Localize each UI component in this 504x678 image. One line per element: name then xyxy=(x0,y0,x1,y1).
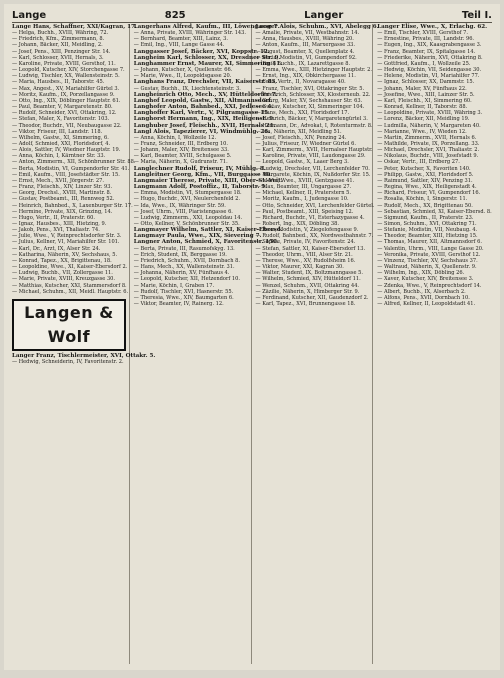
directory-entry: — Hans, Mech., XXI, Floridsdorf 17. xyxy=(255,110,350,117)
directory-entry: — Hedwig, Schneiderin, IV, Favoritenstr. 2. xyxy=(12,359,124,366)
directory-entry: Langhof Leopold, Gastw., XII, Altmannsdorf. xyxy=(133,97,273,104)
directory-page xyxy=(4,4,500,670)
directory-entry: — Michael, Schuhm., XII, Meidl. Hauptstr. 6. xyxy=(12,288,129,295)
directory-entry: — Stefan, Maler, X, Favoritenstr. 103. xyxy=(12,116,110,123)
directory-entry: — Marie, Private, XVIII, Kreuzgasse 30. xyxy=(12,276,116,283)
directory-entry: — Karl, Dr., Arzt, IX, Alser Str. 24. xyxy=(12,245,101,252)
directory-entry: — Karl, Tapez., XVI, Brunnengasse 18. xyxy=(255,301,356,308)
directory-entry: — Michael, Kellner, II, Praterstern 5. xyxy=(255,190,351,197)
directory-entry: — Karoline, Private, XVIII, Gersthof, 11. xyxy=(12,60,116,67)
directory-entry: — Johanna, Näherin, XV, Fünfhaus 4. xyxy=(133,270,230,277)
directory-entry: — Maria, Wwe., XVIII, Gentzgasse 41. xyxy=(255,177,355,184)
directory-entry: — Anna, Hausbes., XVIII, Währing 20. xyxy=(255,36,354,43)
directory-entry: Langmann Adolf, Postoffiz., II, Taborstr. 9. xyxy=(133,184,268,191)
directory-entry: — Theresia, Wwe., XIV, Baumgarten 6. xyxy=(133,294,234,301)
directory-entry: Langheinrich Otto, Mech., XV, Hütteldorfer 7. xyxy=(133,91,278,98)
directory-entry: — Josef, Pens., XIII, Penzinger Str. 14. xyxy=(12,48,111,55)
directory-entry: — Felix, Vertr., II, Novaragasse 40. xyxy=(255,79,346,86)
directory-entry: — Erich, Student, IX, Berggasse 19. xyxy=(133,251,227,258)
directory-entry: — Leopold, Kutscher, XII, Hetzendorf 10. xyxy=(133,276,241,283)
directory-entry: — Johann, Kutscher, X, Quellenstr. 66. xyxy=(133,67,233,74)
directory-entry: — Karoline, Private, VIII, Laudongasse 29. xyxy=(255,153,366,160)
directory-entry: Langner Anton, Schmied, X, Favoritenstr. 150. xyxy=(133,239,279,246)
directory-entry: — Sigmund, Kaufm., II, Praterstr. 23. xyxy=(377,214,474,221)
directory-entry: — Walter, Student, IX, Boltzmanngasse 5. xyxy=(255,270,363,277)
directory-entry: — Wenzel, Schuhm., XVII, Ottakring 44. xyxy=(255,282,360,289)
directory-entry: — Ernestine, Private, III, Landstr. 96. xyxy=(377,36,475,43)
directory-entry: — Leopoldine, Wwe., XI, Kaiser-Ebersdorf 2. xyxy=(12,264,128,271)
directory-entry: Langerhans Alfred, Kaufm., III, Löwengasse 7. xyxy=(133,24,280,30)
directory-entry: — Emil, Kaufm., VIII, Josefstädter Str. 15. xyxy=(12,171,120,178)
directory-entry: — Josefine, Wwe., XIII, Lainzer Str. 5. xyxy=(377,91,475,98)
directory-entry: — Gustav, Postbeamt., III, Rennweg 52. xyxy=(12,196,115,203)
header-right-name: Langer xyxy=(304,9,344,21)
directory-entry: — Berta, Private, III, Rasumofskyg. 13. xyxy=(133,245,235,252)
page-number: 825 xyxy=(164,9,186,21)
directory-entry: — Waltraud, Näherin, X, Quellenstr. 9. xyxy=(377,264,477,271)
header-left-name: Lange xyxy=(12,9,47,21)
columns xyxy=(12,24,494,664)
directory-entry: — Martin, Zimmerm., XVII, Hernals 6. xyxy=(377,134,477,141)
directory-entry: — Rudolf, Mech., XX, Brigittenau 50. xyxy=(377,202,473,209)
directory-entry: — Berta, Modistin, VI, Gumpendorfer Str. 41. xyxy=(12,165,130,172)
directory-entry: — Moritz, Kaufm., I, Judengasse 10. xyxy=(255,196,349,203)
directory-entry: Langl Alois, Tapezierer, VI, Windmühlg. 26. xyxy=(133,128,271,135)
directory-entry: — Theodor, Uhrm., VIII, Alser Str. 21. xyxy=(255,251,353,258)
directory-entry: — Ludmilla, Näherin, V, Margareten 40. xyxy=(377,122,481,129)
directory-entry: — Eugen, Ing., XIX, Kaasgrabengasse 3. xyxy=(377,42,482,49)
directory-entry: — Moritz, Kaufm., IX, Porzellangasse 9. xyxy=(12,91,115,98)
directory-entry: — Thomas, Maurer, XII, Altmannsdorf 6. xyxy=(377,239,482,246)
directory-entry: Lange Hans, Schaffner, XXI/Kagran, 17. xyxy=(12,24,137,30)
directory-entry: — Robert, Ing., XIX, Döbling 38. xyxy=(255,221,339,227)
directory-entry: — Georg, Maler, XV, Sechshauser Str. 63. xyxy=(255,97,363,104)
directory-entry: — Gottfried, Kaufm., I, Wollzeile 25. xyxy=(377,60,471,67)
directory-entry: — Emma, Modistin, VI, Stumpergasse 18. xyxy=(133,190,242,197)
directory-entry: — Leopold, Gastw., X, Laaer Berg 3. xyxy=(255,159,349,166)
directory-entry: — Friedrich, Kfm., Zimmermann, 8. xyxy=(12,36,105,43)
directory-entry: — Hans, Mech., XX, Wallensteinstr. 31. xyxy=(133,264,235,271)
directory-entry: — Leopold, Kutscher, XIV, Storchengasse 7. xyxy=(12,67,125,74)
directory-entry: Langlechner Rudolf, Friseur, IV, Mühlg. 8. xyxy=(133,165,266,172)
directory-entry: — Wilhelm, Gastw., XI, Simmering, 6. xyxy=(12,134,109,141)
directory-entry: — Hedwig, Köchin, VII, Seidengasse 30. xyxy=(377,67,482,74)
directory-entry: — Friedrich, Schlosser, XX, Klosterneub. 22. xyxy=(255,91,371,98)
directory-entry: — Sophie, Private, IV, Favoritenstr. 24. xyxy=(255,239,356,246)
directory-entry: — Rosalia, Köchin, I, Singerstr. 11. xyxy=(377,196,468,203)
directory-entry: — Amalie, Private, VII, Westbahnstr. 14. xyxy=(255,30,360,37)
directory-entry: — Theodor, Beamter, XIII, Hietzing 15. xyxy=(377,233,478,240)
directory-entry: — Margarete, Köchin, IX, Nußdorfer Str. 15. xyxy=(255,171,371,178)
column-3 xyxy=(255,24,379,664)
directory-entry: — Karl, Fleischh., XI, Simmering 60. xyxy=(377,97,472,104)
directory-entry: — Franz, Tischler, XVI, Ottakringer Str. 5. xyxy=(255,85,365,92)
directory-entry: — Marianne, Wwe., IV, Wieden 12. xyxy=(377,128,467,135)
directory-entry: — Anna, Köchin, I, Kärntner Str. 33. xyxy=(12,153,106,160)
directory-entry: — Karl, Beamter, XVIII, Schulgasse 5. xyxy=(133,153,232,160)
directory-entry: — Otto, Kellner, V, Schönbrunner Str. 35. xyxy=(133,221,240,227)
directory-entry: — Gustav, Kutscher, XI, Simmeringer 104. xyxy=(255,104,365,111)
directory-entry: — Alois, Sattler, IV, Wiedner Hauptstr. 19. xyxy=(12,147,121,154)
directory-entry: — Bernhard, Beamter, XIII, Lainz, 3. xyxy=(133,36,228,43)
directory-entry: — Konrad, Tapez., XX, Brigittenau, 18. xyxy=(12,257,112,264)
directory-entry: Langmayr Paula, Wwe., XIX, Sievering 7. xyxy=(133,233,262,240)
directory-entry: Langmayer Wilhelm, Sattler, XI, Kaiser-Ebersd. xyxy=(133,227,283,234)
directory-entry: — Ida, Wwe., IX, Währinger Str. 59. xyxy=(133,202,226,209)
directory-entry: — Alfred, Kellner, II, Leopoldstadt 41. xyxy=(377,301,476,308)
directory-entry: — Zäzilie, Näherin, X, Himberger Str. 9. xyxy=(255,288,360,295)
directory-entry: — Emil, Tischler, XVIII, Gersthof 7. xyxy=(377,30,469,37)
directory-entry: — Anton, Zimmerm., XII, Schönbrunner Str. 88. xyxy=(12,159,136,166)
directory-entry: — Berta, Modistin, VI, Gumpendorf 92. xyxy=(255,54,357,61)
directory-entry: — August, Beamter, X, Quellenplatz 4. xyxy=(255,48,355,55)
directory-entry: — Heinrich, Bahnbed., X, Laxenburger Str. 17. xyxy=(12,202,133,209)
directory-entry: — Nikolaus, Buchdr., VIII, Josefstadt 9. xyxy=(377,153,479,160)
directory-entry: — Hugo, Buchdr., XVI, Neulerchenfeld 2. xyxy=(133,196,240,203)
directory-entry: — Katharina, Näherin, XV, Sechshaus, 5. xyxy=(12,251,118,258)
directory-entry: — Veronika, Private, XVIII, Gersthof 12. xyxy=(377,251,481,258)
directory-entry: — Otto, Schneider, XVI, Lerchenfelder Gürtel. xyxy=(255,202,375,209)
directory-entry: — Simon, Schuhm., XVI, Ottakring 71. xyxy=(377,221,477,227)
directory-entry: — Julius, Kellner, VI, Mariahilfer Str. 101. xyxy=(12,239,120,246)
directory-entry: — Gustav, Buchh., IX, Liechtensteinstr. 3. xyxy=(133,85,241,92)
directory-entry: — Franz, Beamter, IX, Spitalgasse 14. xyxy=(377,48,476,55)
directory-entry: Langhorst Hermann, Ing., XIX, Heiligenst. 9. xyxy=(133,116,275,123)
directory-entry: — Paul, Postbeamt., XIII, Speising 12. xyxy=(255,208,354,215)
directory-entry: — Helene, Modistin, VI, Mariahilfer 77. xyxy=(377,73,480,80)
directory-entry: — Georg, Drechsl., XVIII, Martinstr. 8. xyxy=(12,190,112,197)
directory-entry: — Valentin, Uhrm., VIII, Lange Gasse 20. xyxy=(377,245,484,252)
directory-entry: Langer Franz, Tischlermeister, XVI, Ottakr. 5. xyxy=(12,352,156,359)
directory-entry: — Zdenka, Wwe., V, Reinprechtsdorf 14. xyxy=(377,282,482,289)
directory-entry: — Maria, Hausbes., II, Taborstr. 45. xyxy=(12,79,105,86)
directory-entry: — Regina, Wwe., XIX, Heiligenstadt 4. xyxy=(377,184,477,191)
directory-entry: — Ferdinand, Kutscher, XII, Gaudenzdorf 2. xyxy=(255,294,369,301)
directory-entry: Langgasser Josef, Bäcker, XVI, Koppstr. 12. xyxy=(133,48,270,55)
directory-entry: — Rudolf, Bahnbed., XX, Nordwestbahnstr. 7. xyxy=(255,233,374,240)
directory-entry: — Marie, Wwe., II, Leopoldsgasse 20. xyxy=(133,73,232,80)
directory-entry: — Otto, Ing., XIX, Döblinger Hauptstr. 61. xyxy=(12,97,121,104)
directory-entry: Langhoffer Karl, Vertr., V, Pilgramgasse 15. xyxy=(133,110,270,117)
column-2 xyxy=(133,24,283,664)
directory-entry: — Alfons, Pens., XVII, Dornbach 10. xyxy=(377,294,470,301)
directory-entry: — Stefan, Sattler, XI, Kaiser-Ebersdorf 13. xyxy=(255,245,366,252)
directory-entry: — Therese, Wwe., XV, Rudolfsheim 16. xyxy=(255,257,356,264)
directory-entry: — Michael, Drechsler, XVI, Thaliastr. 2. xyxy=(377,147,480,154)
directory-entry: — Ida, Näherin, XII, Meidling 51. xyxy=(255,128,342,135)
directory-entry: — Ludwig, Tischler, XX, Wallensteinstr. 5. xyxy=(12,73,120,80)
directory-entry: — Julie, Wwe., V, Reinprechtsdorfer Str. 3. xyxy=(12,233,122,240)
directory-entry: — Ernst, Mech., XVII, Jörgerstr. 27. xyxy=(12,177,104,184)
directory-entry: — Franz, Schneider, III, Erdberg 10. xyxy=(133,140,228,147)
directory-entry: — Sebastian, Schmied, XI, Kaiser-Ebersd. 8. xyxy=(377,208,492,215)
directory-entry: — Josef, Fleischh., XIV, Penzing 24. xyxy=(255,134,347,141)
directory-entry: — Konrad, Kellner, II, Taborstr. 88. xyxy=(377,104,468,111)
directory-entry: — Max, Angest., XV, Mariahilfer Gürtel 3. xyxy=(12,85,120,92)
advertisement-box: Langen & Wolf xyxy=(12,299,126,351)
directory-entry: — Stefanie, Modistin, VII, Neubaug. 4. xyxy=(377,227,478,234)
directory-entry: — Ludwig, Zimmerm., XXI, Leopoldau 14. xyxy=(133,214,243,221)
directory-entry: — Anna, Köchin, I, Wollzeile 12. xyxy=(133,134,217,141)
directory-entry: — Vinzenz, Tischler, XV, Sechshaus 37. xyxy=(377,257,478,264)
directory-entry: — Viktor, Beamter, IV, Rainerg. 12. xyxy=(133,301,224,308)
directory-entry: — Leopoldine, Private, XVIII, Währing 3. xyxy=(377,110,483,117)
directory-entry: — Heinrich, Bäcker, V, Margaretengürtel 3. xyxy=(255,116,368,123)
directory-entry: — Friederike, Näherin, XVI, Ottakring 8. xyxy=(377,54,483,61)
directory-entry: — Ludwig, Drechsler, VII, Lerchenfelder 70. xyxy=(255,165,370,172)
directory-entry: Langhammer Ernst, Maurer, XI, Simmering 41. xyxy=(133,60,283,67)
directory-entry: — Rudolf, Tischler, XVI, Hasnerstr. 55. xyxy=(133,288,234,295)
directory-entry: — Maria, Näherin, X, Gudrunstr. 71. xyxy=(133,159,228,166)
directory-entry: — Raimund, Sattler, XIV, Penzing 31. xyxy=(377,177,473,184)
directory-entry: Langhofer Anton, Bahnbed., XXI, Jedlesee 4. xyxy=(133,104,274,111)
directory-entry: — Julius, Friseur, IV, Wiedner Gürtel 6. xyxy=(255,140,356,147)
directory-entry: — Richard, Friseur, VI, Gumpendorf 16. xyxy=(377,190,481,197)
directory-entry: — Hermine, Private, XIX, Grinzing, 14. xyxy=(12,208,113,215)
directory-entry: — Peter, Kutscher, X, Favoriten 140. xyxy=(377,165,471,172)
directory-entry: — Philipp, Gastw., XXI, Floridsdorf 5. xyxy=(377,171,474,178)
directory-entry: Langleitner Georg, Kfm., VII, Burggasse 40. xyxy=(133,171,273,178)
directory-entry: — Rudolf, Schneider, XVI, Ottakring, 12. xyxy=(12,110,117,117)
directory-entry: — Karl, Schlosser, XVII, Hernals, 3. xyxy=(12,54,104,61)
directory-entry: — Emil, Ing., VIII, Lange Gasse 44. xyxy=(133,42,225,49)
directory-entry: — Karl, Zimmerm., XVII, Hernalser Hauptstr. xyxy=(255,147,373,154)
directory-entry: — Marie, Köchin, I, Graben 17. xyxy=(133,282,215,289)
directory-entry: — Emil, Buchh., IX, Lazarettgasse 8. xyxy=(255,60,351,67)
directory-entry: — Ignaz, Schlosser, XX, Dammstr. 15. xyxy=(377,79,475,86)
directory-entry: — Ignaz, Hausbes., XIII, Hietzing, 9. xyxy=(12,221,107,227)
directory-entry: — Johann, Maler, XIV, Breitensee 33. xyxy=(133,147,229,154)
page-header xyxy=(12,8,492,23)
directory-entry: — Rosa, Modistin, V, Ziegelofengasse 9. xyxy=(255,227,359,234)
directory-entry: — Johann, Maler, XV, Fünfhaus 22. xyxy=(377,85,467,92)
directory-entry: Langer Alois, Schuhm., XVI, Abelegg 6. xyxy=(255,24,379,30)
directory-entry: — Wilhelm, Ing., XIX, Döbling 26. xyxy=(377,270,465,277)
directory-entry: — Matthias, Kutscher, XXI, Stammersdorf 8. xyxy=(12,282,127,289)
directory-entry: — Friedrich, Schuhm., XVII, Dornbach 8. xyxy=(133,257,240,264)
directory-entry: — Helga, Buchh., XVIII, Währing, 72. xyxy=(12,30,109,37)
directory-entry: Langheim Karl, Schlosser, XX, Dresdner Str. 9. xyxy=(133,54,281,61)
header-part: Teil I. xyxy=(461,9,492,21)
directory-entry: — Lorenz, Bäcker, XII, Meidling 19. xyxy=(377,116,470,123)
directory-entry: Langhans Franz, Drechsler, VII, Kaiserstr. 83. xyxy=(133,79,278,86)
directory-entry: — Ludwig, Buchb., VII, Zollergasse 11. xyxy=(12,270,113,277)
directory-entry: — Anton, Kaufm., III, Marxergasse 33. xyxy=(255,42,356,49)
column-4 xyxy=(377,24,494,664)
directory-entry: — Viktor, Maurer, XXI, Kagran 30. xyxy=(255,264,344,271)
directory-entry: — Johann, Bäcker, XII, Meidling, 2. xyxy=(12,42,103,49)
directory-entry: — Jakob, Pens., XVI, Thaliastr. 74. xyxy=(12,227,100,234)
column-1 xyxy=(12,24,156,664)
directory-entry: — Mathilde, Private, IX, Porzellang. 33. xyxy=(377,140,480,147)
directory-entry: — Emma, Wwe., XIII, Hietzinger Hauptstr. 2. xyxy=(255,67,372,74)
directory-entry: — Theodor, Buchdr., VII, Neubaugasse 22. xyxy=(12,122,122,129)
directory-entry: — Anna, Private, XVIII, Währinger Str. 143. xyxy=(133,30,247,37)
directory-entry: — Wilhelm, Schmied, XIV, Hütteldorf 11. xyxy=(255,276,361,283)
directory-entry: — Max, Beamter, III, Ungargasse 27. xyxy=(255,184,352,191)
directory-entry: — Franz, Fleischh., XIV, Linzer Str. 93. xyxy=(12,184,113,191)
directory-entry: — Hermann, Dr., Advokat, I, Rotenturmstr. 8. xyxy=(255,122,373,129)
directory-entry: — Oskar, Vertr., III, Erdberg 27. xyxy=(377,159,460,166)
directory-entry: — Ernst, Ing., XIX, Obkirchergasse 11. xyxy=(255,73,356,80)
directory-entry: Langhuber Josef, Fleischh., XVII, Hernals 21. xyxy=(133,122,276,129)
directory-entry: — Hugo, Vertr., II, Praterstr. 60. xyxy=(12,214,95,221)
directory-entry: — Paul, Beamter, V, Margaretenstr. 80. xyxy=(12,104,113,111)
directory-entry: Langer Elise, Wwe., X, Erlachg. 62. xyxy=(377,24,488,30)
directory-entry: — Viktor, Friseur, III, Landstr. 118. xyxy=(12,128,103,135)
directory-entry: — Albert, Buchb., IX, Alserbach 2. xyxy=(377,288,466,295)
directory-entry: Langmaier Therese, Private, XIII, Ober-St.-Veit. xyxy=(133,177,283,184)
directory-entry: — Josef, Uhrm., VIII, Piaristengasse 6. xyxy=(133,208,233,215)
directory-entry: — Adolf, Schmied, XXI, Floridsdorf, 4. xyxy=(12,140,111,147)
directory-entry: — Richard, Buchdr., VI, Esterhazygasse 4. xyxy=(255,214,365,221)
directory-entry: — Xaver, Kutscher, XIV, Breitensee 3. xyxy=(377,276,474,283)
